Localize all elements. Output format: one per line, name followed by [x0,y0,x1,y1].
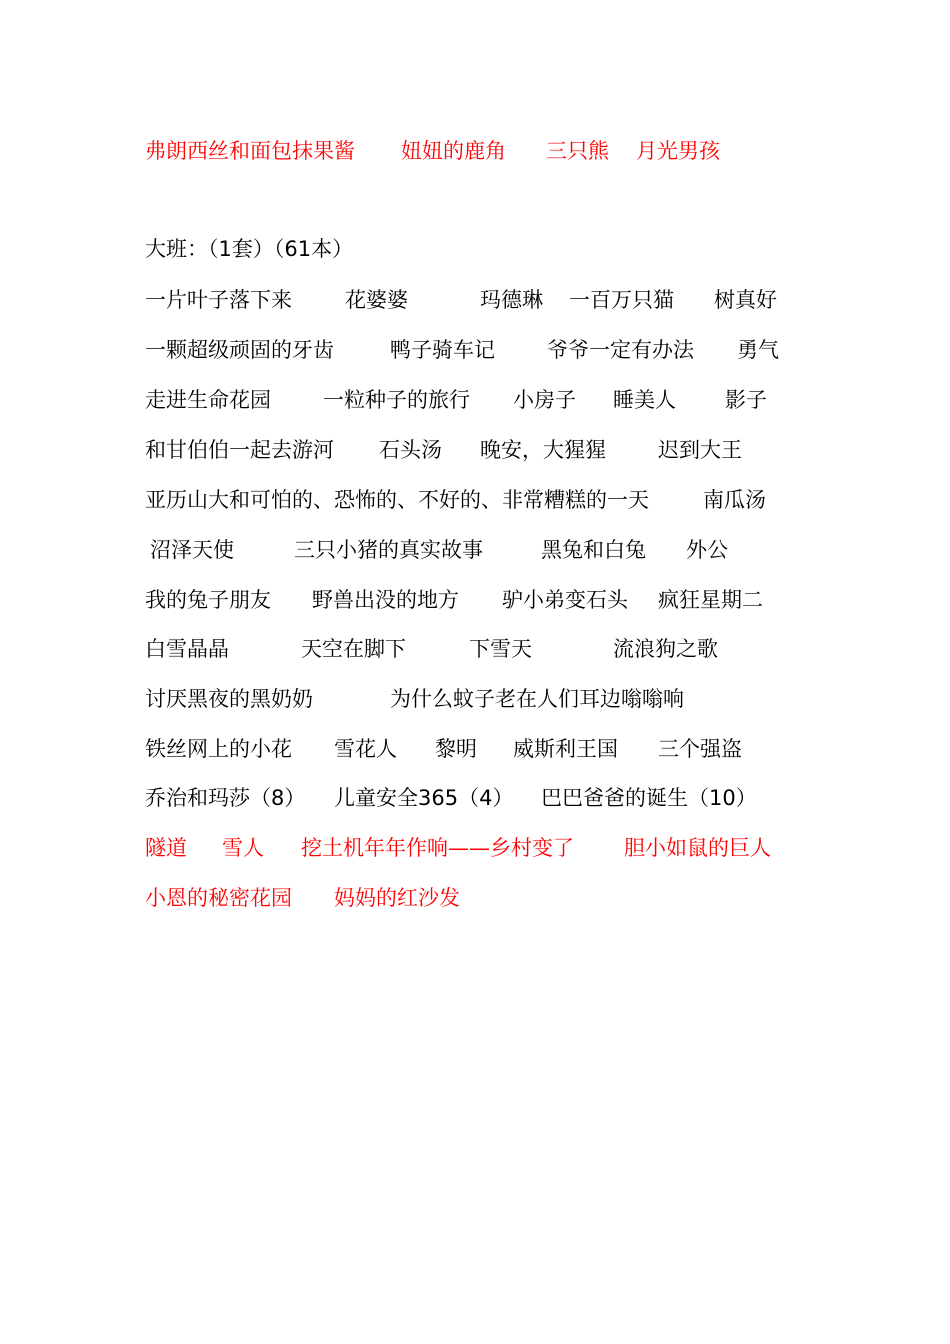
book-title: 胆小如鼠的巨人 [624,836,771,860]
book-title: 勇气 [737,338,779,362]
book-title: 玛德琳 [480,288,543,312]
book-title: 疯狂星期二 [658,588,763,612]
book-row [0,433,950,467]
book-title: 一粒种子的旅行 [323,388,470,412]
book-title: 下雪天 [469,637,532,661]
book-title: 睡美人 [613,388,676,412]
book-title: 迟到大王 [658,438,742,462]
book-title: 树真好 [714,288,777,312]
book-title: 巴巴爸爸的诞生（10） [541,786,757,810]
book-title: 隧道 [145,836,187,860]
book-row [0,682,950,716]
book-title: 妞妞的鹿角 [401,139,506,163]
book-title: 白雪晶晶 [145,637,229,661]
book-title: 流浪狗之歌 [613,637,718,661]
book-title: 黎明 [435,737,477,761]
book-title: 讨厌黑夜的黑奶奶 [145,687,313,711]
book-title: 花婆婆 [345,288,408,312]
book-row [0,333,950,367]
book-title: 野兽出没的地方 [312,588,459,612]
book-title: 一百万只猫 [569,288,674,312]
book-row [0,483,950,517]
book-title: 我的兔子朋友 [145,588,271,612]
book-title: 三只熊 [546,139,609,163]
highlighted-book-row [0,831,950,865]
book-title: 沼泽天使 [150,538,234,562]
book-title: 弗朗西丝和面包抹果酱 [145,139,355,163]
book-title: 和甘伯伯一起去游河 [145,438,334,462]
book-title: 黑兔和白兔 [541,538,646,562]
book-row [0,632,950,666]
book-title: 一片叶子落下来 [145,288,292,312]
section-heading-text: 大班：（1套）（61本） [145,237,354,261]
book-title: 儿童安全365（4） [334,786,514,810]
book-title: 晚安，大猩猩 [480,438,606,462]
book-title: 外公 [686,538,728,562]
book-title: 三个强盗 [658,737,742,761]
book-title: 妈妈的红沙发 [334,886,460,910]
book-title: 驴小弟变石头 [502,588,628,612]
book-row [0,732,950,766]
highlighted-book-row [0,881,950,915]
book-title: 天空在脚下 [301,637,406,661]
book-row [0,533,950,567]
book-title: 影子 [725,388,767,412]
book-title: 爷爷一定有办法 [547,338,694,362]
book-title: 三只小猪的真实故事 [294,538,483,562]
book-title: 小恩的秘密花园 [145,886,292,910]
book-row [0,283,950,317]
book-title: 一颗超级顽固的牙齿 [145,338,334,362]
book-title: 威斯利王国 [513,737,618,761]
book-title: 石头汤 [379,438,442,462]
book-row [0,383,950,417]
book-title: 为什么蚊子老在人们耳边嗡嗡响 [390,687,684,711]
book-title: 挖土机年年作响——乡村变了 [301,836,574,860]
book-title: 亚历山大和可怕的、恐怖的、不好的、非常糟糕的一天 [145,488,649,512]
book-row [0,583,950,617]
section-heading [0,232,950,266]
book-title: 月光男孩 [636,139,720,163]
top-red-row [0,134,950,168]
book-row [0,781,950,815]
book-title: 鸭子骑车记 [390,338,495,362]
book-title: 走进生命花园 [145,388,271,412]
book-title: 乔治和玛莎（8） [145,786,306,810]
book-title: 雪花人 [334,737,397,761]
book-title: 铁丝网上的小花 [145,737,292,761]
book-title: 南瓜汤 [703,488,766,512]
book-title: 小房子 [513,388,576,412]
book-title: 雪人 [222,836,264,860]
